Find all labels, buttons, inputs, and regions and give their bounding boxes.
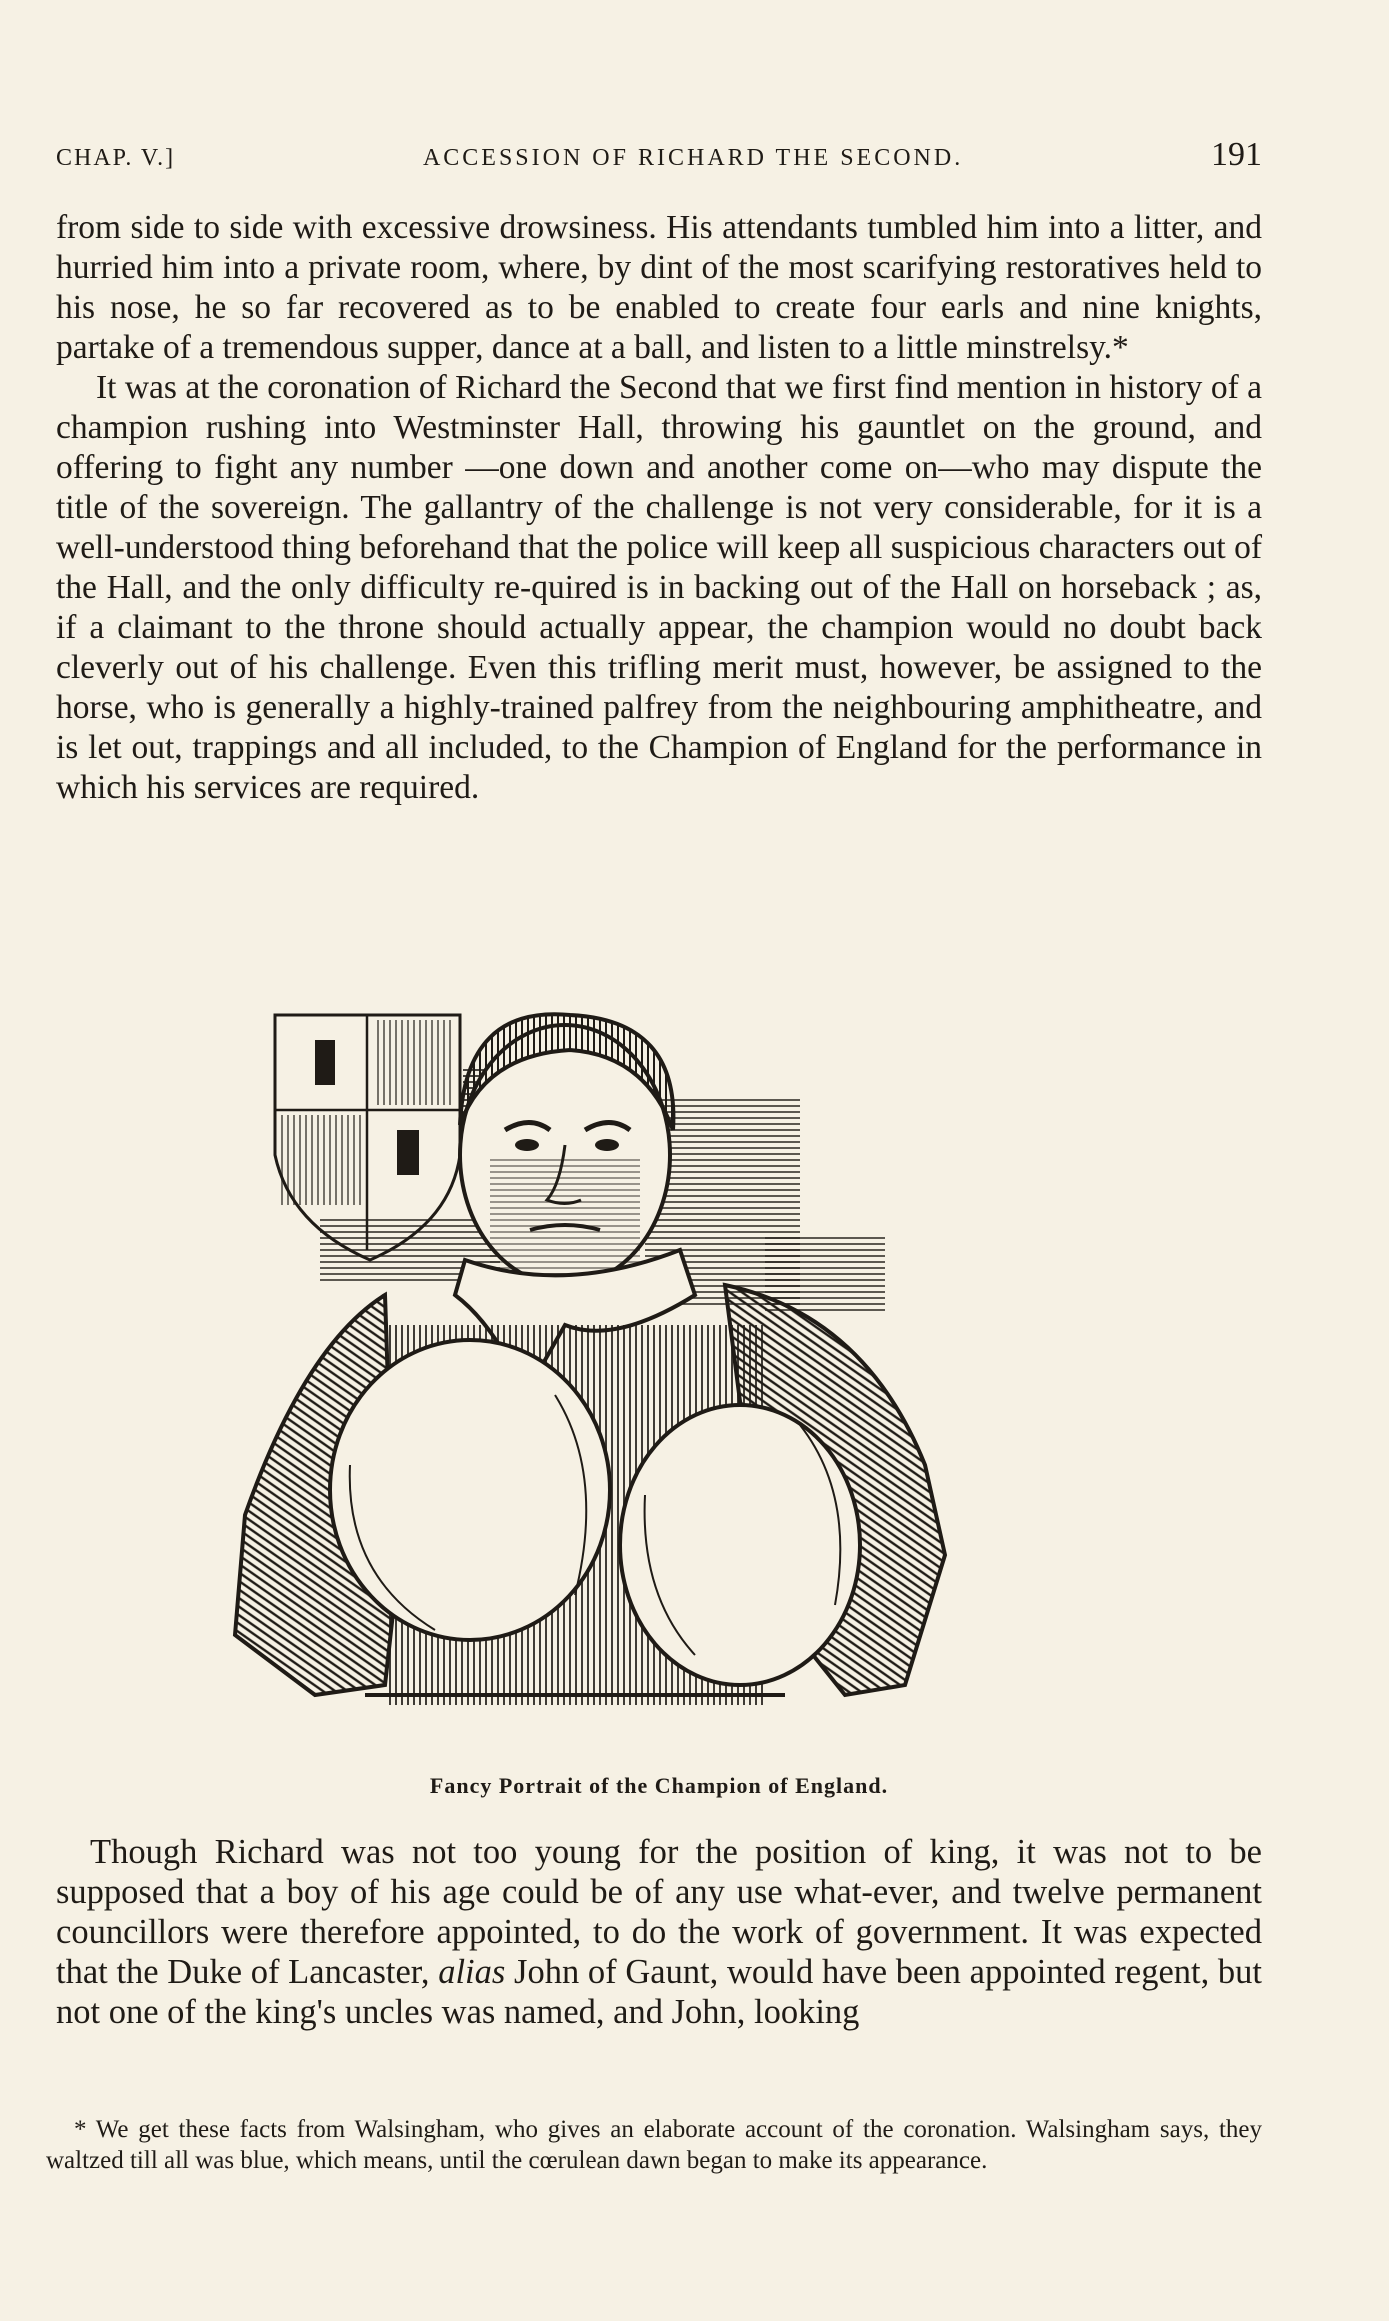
champion-head: [460, 1014, 673, 1285]
chapter-label: CHAP. V.]: [56, 145, 176, 171]
paragraph-continued: from side to side with excessive drowsiness. His attendants tumbled him into a litter, and hurried him into a private room, where, by dint of the most scarifying restoratives held to his nose, he so far recovered as to be enabled to create four earls and nine knights, partake of a tremendous supper, dance at a ball, and listen to a little minstrelsy.*: [56, 209, 1262, 366]
regency-text-end: John of Gaunt, would have been appointed regent, but not one of the king's uncles was named, and John, looking: [56, 1953, 1263, 2031]
regency-text-start: Though Richard was not too young for the position of king, it was not to be supposed that a boy of his age could be of any use what-ever, and twelve permanent councillors were therefore appointed, to do the work of government. It was expected that the Duke of Lancaster,: [56, 1833, 1262, 1991]
page-number: 191: [1211, 136, 1262, 173]
body-text-top: [56, 208, 1262, 808]
body-text-bottom: [56, 1832, 1262, 2032]
paragraph-champion: It was at the coronation of Richard the Second that we first find mention in history of a champion rushing into Westminster Hall, throwing his gauntlet on the ground, and offering to fight any number —one down and another come on—who may dispute the title of the sovereign. The gallantry of the challenge is not very considerable, for it is a well-understood thing beforehand that the police will keep all suspicious characters out of the Hall, and the only difficulty re-quired is in backing out of the Hall on horseback ; as, if a claimant to the throne should actually appear, the champion would no doubt back cleverly out of his challenge. Even this trifling merit must, however, be assigned to the horse, who is generally a highly-trained palfrey from the neighbouring amphitheatre, and is let out, trappings and all included, to the Champion of England for the performance in which his services are required.: [56, 369, 1262, 806]
footnote: [46, 2114, 1262, 2176]
footnote-text: * We get these facts from Walsingham, who gives an elaborate account of the coronation. Walsingham says, they waltzed till all was blue, which means, until the cœrulean dawn began to make its appearance.: [46, 2116, 1262, 2174]
paragraph-regency: [56, 1832, 1262, 2032]
italic-word: alias: [438, 1953, 506, 1991]
champion-illustration: [225, 995, 1075, 1740]
running-head: [56, 136, 1262, 174]
running-title: ACCESSION OF RICHARD THE SECOND.: [422, 145, 964, 171]
figure-caption: Fancy Portrait of the Champion of England.: [429, 1773, 889, 1798]
